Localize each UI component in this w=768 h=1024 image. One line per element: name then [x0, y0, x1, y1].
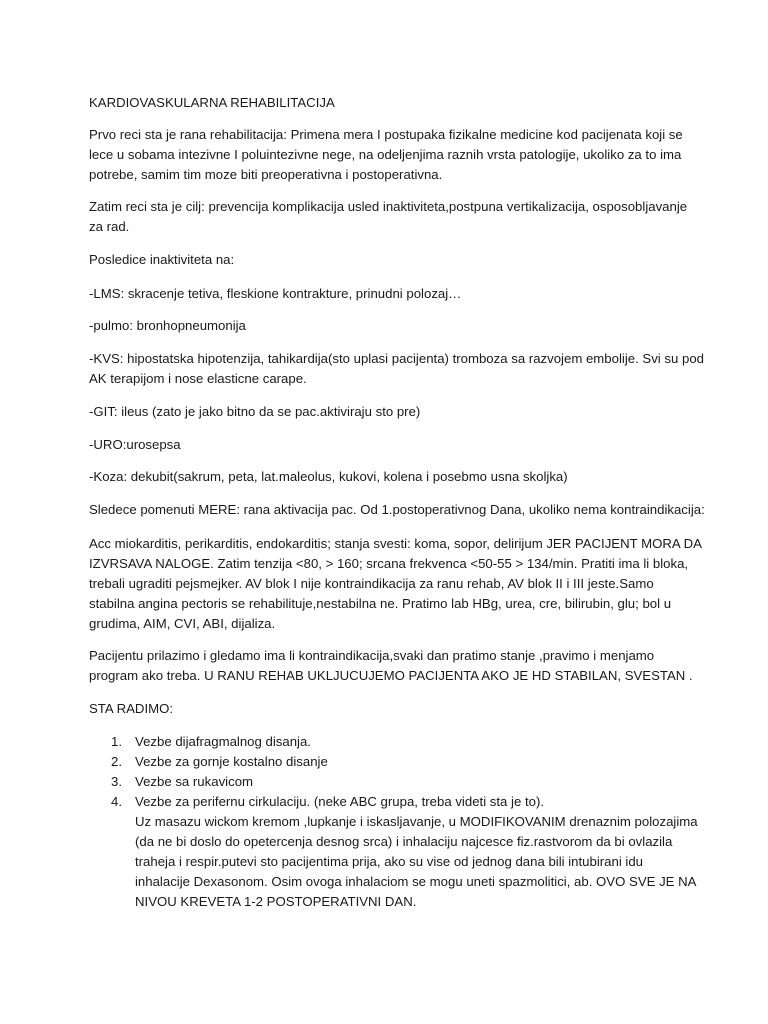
paragraph-lms: -LMS: skracenje tetiva, fleskione kontrakture, prinudni polozaj… [89, 286, 462, 301]
list-item: 2. Vezbe za gornje kostalno disanje [111, 754, 328, 769]
paragraph-pulmo: -pulmo: bronhopneumonija [89, 318, 246, 333]
document-title: KARDIOVASKULARNA REHABILITACIJA [89, 95, 335, 110]
list-item: 4. Vezbe za perifernu cirkulaciju. (neke ABC grupa, treba videti sta je to). Uz masazu wickom kremom ,lupkanje i iskasljavanje, u MODIFIKOVANIM drenaznim polozajima (da ne bi doslo do opetercenja desnog srca) i inhalaciju najcesce fiz.rastvorom da bi ovlazila traheja i respir.putevi sto pacijentima prija, ako su vise od jednog dana bili intubirani idu inhalacije Dexasonom. Osim ovoga inhalaciom se mogu uneti spazmolitici, ab. OVO SVE JE NA NIVOU KREVETA 1-2 POSTOPERATIVNI DAN. [111, 794, 698, 909]
list-item: 1. Vezbe dijafragmalnog disanja. [111, 734, 311, 749]
paragraph-consequences-heading: Posledice inaktiviteta na: [89, 252, 235, 267]
paragraph-what-we-do: STA RADIMO: [89, 701, 174, 716]
paragraph-contraindications: Acc miokarditis, perikarditis, endokarditis; stanja svesti: koma, sopor, delirijum JER PACIJENT MORA DA IZVRSAVA NALOGE. Zatim tenzija <80, > 160; srcana frekvenca <50-55 > 134/min. Pratiti ima li bloka, trebali ugraditi pejsmejker. AV blok I nije kontraindikacija za ranu rehab, AV blok II i III jeste.Samo stabilna angina pectoris se rehabilituje,nestabilna ne. Pratimo lab HBg, urea, cre, bilirubin, glu; bol u grudima, AIM, CVI, ABI, dijaliza. [89, 536, 702, 631]
exercise-list [89, 732, 709, 912]
paragraph-koza: -Koza: dekubit(sakrum, peta, lat.maleolus, kukovi, kolena i posebmo usna skoljka) [89, 469, 568, 484]
paragraph-goal: Zatim reci sta je cilj: prevencija komplikacija usled inaktiviteta,postpuna vertikalizacija, osposobljavanje za rad. [89, 199, 688, 234]
paragraph-uro: -URO:urosepsa [89, 437, 181, 452]
paragraph-measures: Sledece pomenuti MERE: rana aktivacija pac. Od 1.postoperativnog Dana, ukoliko nema kontraindikacija: [89, 502, 705, 517]
paragraph-approach: Pacijentu prilazimo i gledamo ima li kontraindikacija,svaki dan pratimo stanje ,pravimo i menjamo program ako treba. U RANU REHAB UKLJUCUJEMO PACIJENTA AKO JE HD STABILAN, SVESTAN . [89, 648, 693, 683]
list-item: 3. Vezbe sa rukavicom [111, 774, 254, 789]
paragraph-kvs: -KVS: hipostatska hipotenzija, tahikardija(sto uplasi pacijenta) tromboza sa razvojem embolije. Svi su pod AK terapijom i nose elasticne carape. [89, 351, 704, 386]
paragraph-early-rehab-definition: Prvo reci sta je rana rehabilitacija: Primena mera I postupaka fizikalne medicine kod pacijenata koji se lece u sobama intezivne I poluintezivne nege, na odeljenjima raznih vrsta patologije, ukoliko za to ima potrebe, samim tim moze biti preoperativna i postoperativna. [89, 127, 683, 182]
paragraph-git: -GIT: ileus (zato je jako bitno da se pac.aktiviraju sto pre) [89, 404, 421, 419]
